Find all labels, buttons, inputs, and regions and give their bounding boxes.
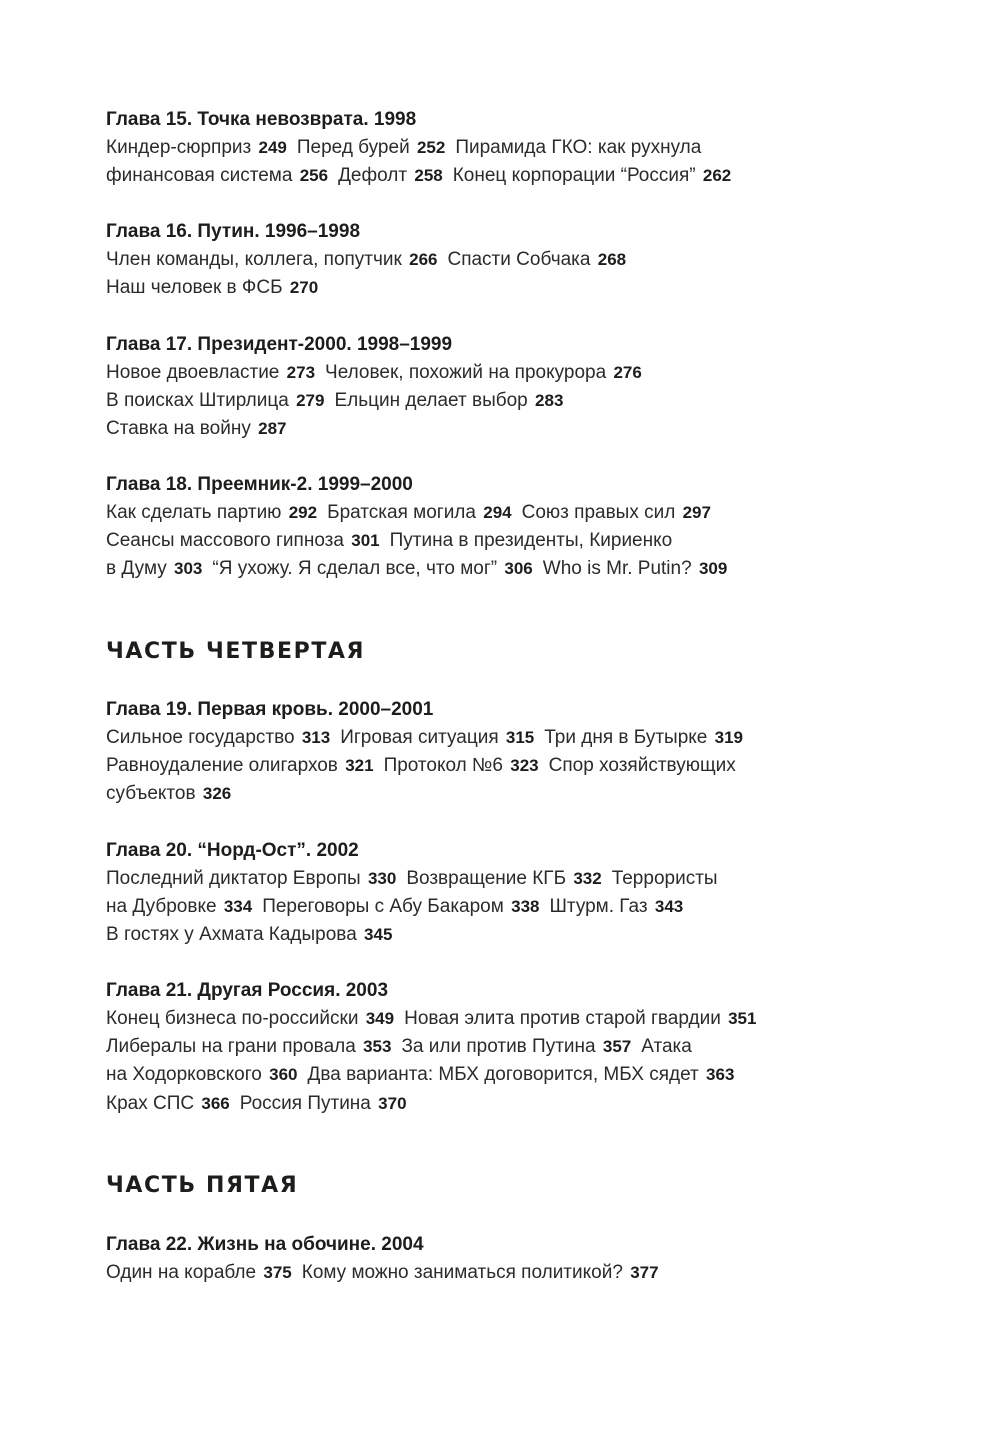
page-number: 332 (573, 869, 602, 888)
page-number: 313 (301, 728, 331, 747)
section-entry[interactable] (240, 1093, 407, 1114)
section-title: Кому можно заниматься политикой? (301, 1262, 623, 1283)
section-title: Последний диктатор Европы (106, 868, 361, 889)
section-title: Конец бизнеса по-российски (106, 1008, 359, 1029)
chapter-block (106, 977, 866, 1118)
page-number: 349 (365, 1009, 395, 1028)
chapter-title: Глава 21. Другая Россия. 2003 (106, 980, 389, 1001)
section-title: Ставка на войну (106, 418, 251, 440)
section-entry[interactable] (641, 1036, 692, 1057)
section-title: Два варианта: МБХ договорится, МБХ сядет (307, 1064, 699, 1086)
page-number: 256 (299, 166, 329, 186)
page-number: 363 (706, 1065, 735, 1085)
section-line (106, 1061, 866, 1089)
section-title: Перед бурей (296, 137, 410, 158)
section-title: Человек, похожий на прокурора (325, 362, 607, 383)
chapter-block (106, 331, 866, 444)
section-line (106, 527, 866, 555)
section-entry[interactable] (302, 1262, 659, 1283)
section-entry[interactable] (106, 137, 287, 158)
part-title: ЧАСТЬ ЧЕТВЕРТАЯ (106, 639, 366, 664)
section-line (106, 162, 866, 190)
chapter-sections (106, 1259, 866, 1287)
section-line (106, 1259, 866, 1287)
page-number: 315 (505, 728, 535, 747)
page-number: 326 (202, 784, 232, 804)
section-line (106, 274, 866, 302)
chapter-block (106, 837, 866, 950)
section-line (106, 1033, 866, 1061)
page-number: 319 (714, 728, 744, 747)
section-line (106, 359, 866, 387)
page-number: 266 (409, 250, 438, 269)
section-entry[interactable] (106, 896, 252, 917)
section-line (106, 387, 866, 415)
section-entry[interactable] (106, 1093, 230, 1114)
section-entry[interactable] (404, 1008, 756, 1029)
section-entry[interactable] (106, 390, 324, 411)
section-entry[interactable] (390, 530, 673, 551)
section-entry[interactable] (106, 755, 374, 776)
section-title: Сильное государство (106, 727, 295, 748)
page-number: 309 (698, 559, 728, 579)
page-number: 357 (602, 1037, 632, 1057)
section-title: “Я ухожу. Я сделал все, что мог” (212, 558, 498, 580)
section-line (106, 724, 866, 752)
section-line (106, 752, 866, 780)
section-title: Новое двоевластие (106, 362, 280, 383)
chapter-sections (106, 724, 866, 809)
chapter-sections (106, 499, 866, 584)
section-entry[interactable] (327, 502, 512, 523)
page-number: 370 (378, 1093, 407, 1113)
section-entry[interactable] (262, 896, 539, 917)
page-number: 249 (258, 138, 287, 157)
chapter-sections (106, 246, 866, 302)
section-title: Дефолт (338, 165, 408, 187)
section-entry[interactable] (447, 249, 626, 270)
chapter-block (106, 218, 866, 302)
section-line (106, 246, 866, 274)
section-title: Спасти Собчака (447, 249, 591, 270)
section-entry[interactable] (106, 1036, 391, 1057)
page-number: 334 (223, 897, 253, 917)
section-line (106, 1090, 866, 1118)
part-title: ЧАСТЬ ПЯТАЯ (106, 1173, 299, 1198)
chapter-block (106, 106, 866, 190)
section-title: В гостях у Ахмата Кадырова (106, 924, 357, 946)
section-line (106, 921, 866, 949)
page-number: 351 (728, 1009, 757, 1028)
part-block (106, 638, 866, 666)
section-entry[interactable] (406, 868, 601, 889)
section-title: на Дубровке (106, 896, 217, 918)
section-title: За или против Путина (401, 1036, 596, 1058)
page-number: 292 (288, 503, 318, 522)
section-line (106, 499, 866, 527)
section-title: Братская могила (327, 502, 476, 523)
section-title: Новая элита против старой гвардии (404, 1008, 721, 1029)
page-number: 262 (702, 166, 732, 186)
section-title: Конец корпорации “Россия” (452, 165, 696, 187)
section-entry[interactable] (106, 783, 231, 804)
page-number: 287 (258, 419, 287, 439)
section-entry[interactable] (384, 755, 539, 776)
section-line (106, 1005, 866, 1033)
page-number: 303 (174, 559, 203, 579)
chapter-title: Глава 19. Первая кровь. 2000–2001 (106, 699, 434, 720)
page-number: 270 (289, 278, 319, 298)
section-title: Террористы (611, 868, 718, 889)
chapter-title: Глава 20. “Норд-Ост”. 2002 (106, 840, 359, 861)
page-number: 366 (201, 1093, 230, 1113)
section-title: субъектов (106, 783, 196, 805)
section-entry[interactable] (106, 362, 315, 383)
section-title: в Думу (106, 558, 167, 580)
section-title: Пирамида ГКО: как рухнула (455, 137, 702, 158)
chapter-sections (106, 134, 866, 190)
section-title: Атака (641, 1036, 692, 1058)
chapter-block (106, 1231, 866, 1287)
section-title: Who is Mr. Putin? (542, 558, 692, 580)
page-number: 252 (416, 138, 446, 157)
section-title: Либералы на грани провала (106, 1036, 356, 1058)
section-entry[interactable] (455, 137, 701, 158)
section-entry[interactable] (340, 727, 534, 748)
section-entry[interactable] (338, 165, 443, 186)
page-number: 323 (510, 756, 539, 776)
section-entry[interactable] (543, 558, 728, 579)
chapter-sections (106, 865, 866, 950)
chapter-title: Глава 17. Президент-2000. 1998–1999 (106, 334, 453, 355)
section-entry[interactable] (106, 249, 437, 270)
section-entry[interactable] (544, 727, 743, 748)
section-entry[interactable] (106, 502, 317, 523)
chapter-sections (106, 1005, 866, 1118)
section-line (106, 865, 866, 893)
page-number: 345 (364, 925, 393, 945)
section-entry[interactable] (106, 1064, 297, 1085)
section-entry[interactable] (297, 137, 445, 158)
section-line (106, 555, 866, 583)
page-number: 338 (511, 897, 540, 917)
section-title: Спор хозяйствующих (548, 755, 736, 777)
chapter-title: Глава 16. Путин. 1996–1998 (106, 221, 361, 242)
section-title: на Ходорковского (106, 1064, 262, 1086)
section-line (106, 415, 866, 443)
section-title: Равноудаление олигархов (106, 755, 338, 777)
section-title: Член команды, коллега, попутчик (106, 249, 402, 270)
page-number: 258 (414, 166, 443, 186)
page-number: 353 (363, 1037, 392, 1057)
page-number: 377 (630, 1263, 659, 1282)
section-entry[interactable] (106, 924, 392, 945)
section-line (106, 780, 866, 808)
page-number: 276 (613, 363, 642, 382)
part-block (106, 1172, 866, 1200)
section-entry[interactable] (453, 165, 732, 186)
section-title: Крах СПС (106, 1092, 195, 1114)
page-number: 306 (504, 559, 533, 579)
section-title: Россия Путина (239, 1092, 371, 1114)
section-title: Союз правых сил (521, 502, 676, 523)
page-number: 268 (597, 250, 627, 269)
chapter-title: Глава 22. Жизнь на обочине. 2004 (106, 1234, 424, 1255)
chapter-sections (106, 359, 866, 444)
section-title: В поисках Штирлица (106, 390, 289, 412)
page-number: 279 (296, 391, 325, 411)
section-title: Игровая ситуация (340, 727, 499, 748)
section-entry[interactable] (106, 418, 287, 439)
section-title: Путина в президенты, Кириенко (389, 530, 673, 552)
section-title: Сеансы массового гипноза (106, 530, 344, 552)
section-entry[interactable] (106, 530, 380, 551)
section-title: финансовая система (106, 165, 293, 187)
section-title: Один на корабле (106, 1262, 257, 1283)
section-entry[interactable] (106, 868, 396, 889)
page-number: 283 (535, 391, 564, 411)
section-entry[interactable] (106, 1008, 394, 1029)
chapter-title: Глава 15. Точка невозврата. 1998 (106, 109, 417, 130)
section-entry[interactable] (212, 558, 532, 579)
chapter-block (106, 696, 866, 809)
section-title: Киндер-сюрприз (106, 137, 252, 158)
section-entry[interactable] (307, 1064, 734, 1085)
section-entry[interactable] (106, 1262, 292, 1283)
section-entry[interactable] (106, 558, 202, 579)
section-entry[interactable] (549, 755, 736, 776)
section-title: Наш человек в ФСБ (106, 277, 283, 299)
chapter-title: Глава 18. Преемник-2. 1999–2000 (106, 474, 413, 495)
page-number: 321 (345, 756, 374, 776)
page-number: 343 (654, 897, 684, 917)
section-title: Ельцин делает выбор (334, 390, 528, 412)
section-line (106, 134, 866, 162)
section-entry[interactable] (106, 165, 328, 186)
section-entry[interactable] (522, 502, 711, 523)
section-title: Штурм. Газ (549, 896, 648, 918)
page-number: 301 (351, 531, 380, 551)
section-entry[interactable] (325, 362, 642, 383)
section-title: Три дня в Бутырке (544, 727, 708, 748)
section-line (106, 893, 866, 921)
section-entry[interactable] (612, 868, 718, 889)
section-entry[interactable] (549, 896, 683, 917)
section-title: Переговоры с Абу Бакаром (262, 896, 504, 918)
section-entry[interactable] (401, 1036, 631, 1057)
chapter-block (106, 471, 866, 584)
page-number: 375 (263, 1263, 292, 1282)
section-entry[interactable] (106, 277, 318, 298)
section-entry[interactable] (334, 390, 563, 411)
page-number: 294 (483, 503, 512, 522)
section-title: Возвращение КГБ (406, 868, 567, 889)
page-number: 273 (286, 363, 316, 382)
page-number: 297 (682, 503, 711, 522)
section-entry[interactable] (106, 727, 330, 748)
page-number: 360 (269, 1065, 298, 1085)
page-number: 330 (367, 869, 397, 888)
section-title: Как сделать партию (106, 502, 282, 523)
section-title: Протокол №6 (383, 755, 503, 777)
